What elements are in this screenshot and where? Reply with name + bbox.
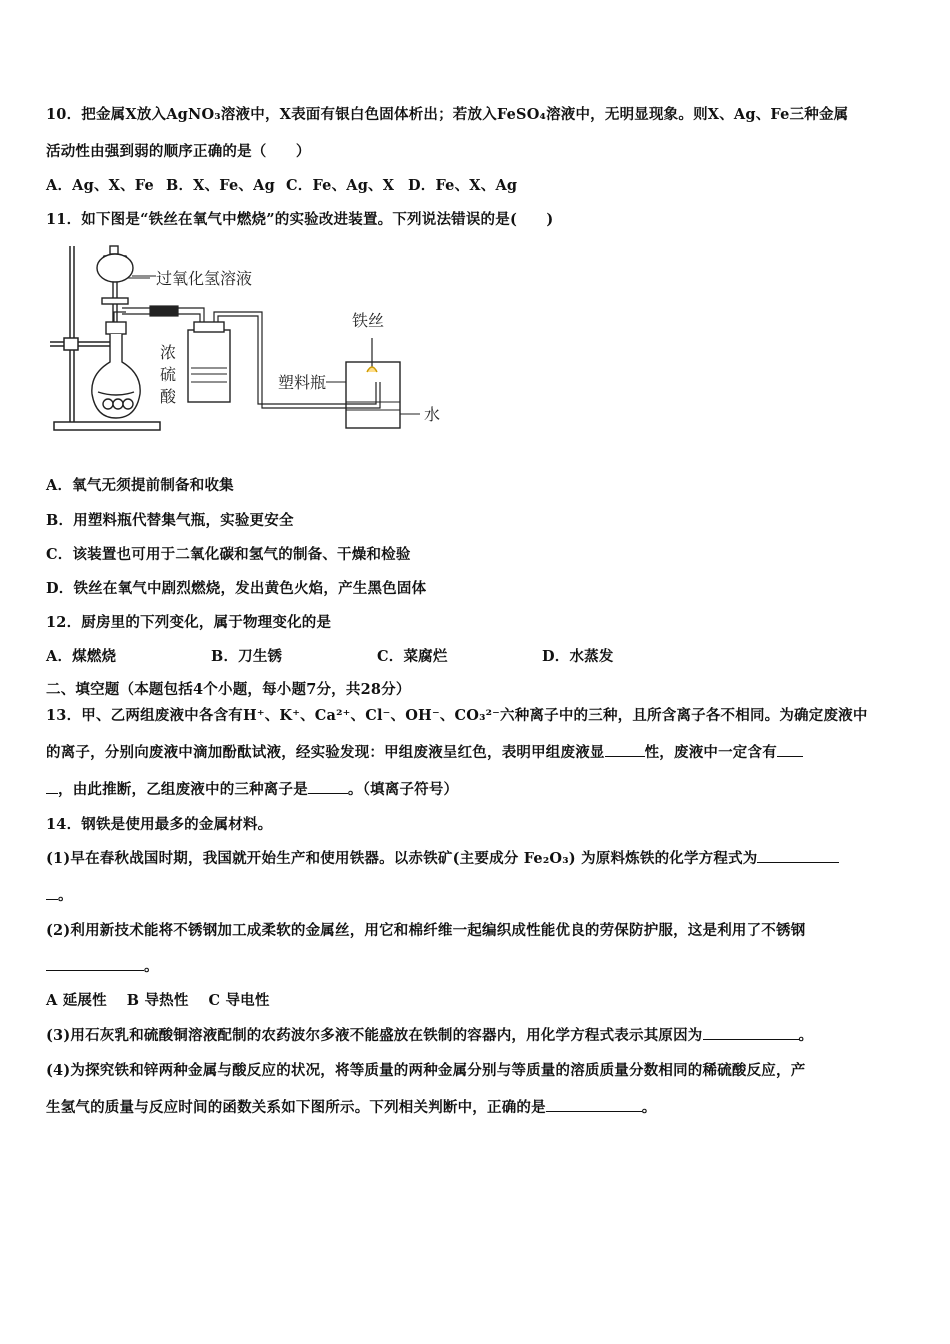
- q11-stem: 11．如下图是“铁丝在氧气中燃烧”的实验改进装置。下列说法错误的是( ): [46, 211, 554, 228]
- q13-line2-text-a: 的离子，分别向废液中滴加酚酞试液，经实验发现：甲组废液呈红色，表明甲组废液显: [46, 744, 605, 761]
- delivery-tubes: [114, 306, 380, 408]
- q14-part4-line2: [46, 1096, 657, 1117]
- q10-option-c: C．Fe、Ag、X: [286, 177, 395, 194]
- q14-part2-end: 。: [144, 958, 159, 975]
- q14-blank-4[interactable]: [546, 1096, 642, 1112]
- q13-blank-1[interactable]: [605, 741, 645, 757]
- round-flask: [92, 322, 140, 418]
- apparatus-figure: [46, 242, 446, 437]
- q14-part2: (2)利用新技术能将不锈钢加工成柔软的金属丝，用它和棉纤维一起编织成性能优良的劳保防护服，这是利用了不锈钢: [46, 922, 806, 939]
- q12-option-c: C．菜腐烂: [377, 648, 448, 665]
- beaker: [346, 338, 400, 428]
- q14-part1-end: 。: [58, 887, 73, 904]
- q13-line1: 13．甲、乙两组废液中各含有H⁺、K⁺、Ca²⁺、Cl⁻、OH⁻、CO₃²⁻六种离子中的三种，且所含离子各不相同。为确定废液中: [46, 707, 868, 724]
- label-acid-2: 硫: [160, 365, 177, 384]
- q11-option-b: B．用塑料瓶代替集气瓶，实验更安全: [46, 512, 294, 529]
- drying-bottle: [188, 322, 230, 402]
- q14-part4-text: 生氢气的质量与反应时间的函数关系如下图所示。下列相关判断中，正确的是: [46, 1099, 546, 1116]
- q14-blank-2[interactable]: [46, 955, 144, 971]
- label-h2o2: 过氧化氢溶液: [156, 269, 253, 288]
- q13-line3-text-a: ，由此推断，乙组废液中的三种离子是: [58, 781, 308, 798]
- label-acid-3: 酸: [160, 387, 177, 406]
- q14-blank-3[interactable]: [703, 1024, 799, 1040]
- q11-option-a: A．氧气无须提前制备和收集: [46, 477, 234, 494]
- separatory-funnel: [97, 246, 156, 322]
- q14-part2-cont: [46, 955, 159, 976]
- q10-option-a: A．Ag、X、Fe: [46, 177, 154, 194]
- q12-stem: 12．厨房里的下列变化，属于物理变化的是: [46, 614, 332, 631]
- q12-option-a: A．煤燃烧: [46, 648, 117, 665]
- q14-part1-text: (1)早在春秋战国时期，我国就开始生产和使用铁器。以赤铁矿(主要成分 Fe₂O₃) 为原料炼铁的化学方程式为: [46, 850, 758, 867]
- q13-line2: [46, 741, 803, 762]
- q13-line2-text-b: 性，废液中一定含有: [644, 744, 777, 761]
- q13-blank-2[interactable]: [777, 741, 803, 757]
- label-water: 水: [424, 405, 441, 424]
- q13-blank-3[interactable]: [308, 778, 348, 794]
- q13-blank-2-cont[interactable]: [46, 778, 58, 794]
- q14-part1-cont: [46, 884, 73, 905]
- q14-part4-line1: (4)为探究铁和锌两种金属与酸反应的状况，将等质量的两种金属分别与等质量的溶质质量分数相同的稀硫酸反应，产: [46, 1062, 806, 1079]
- q11-option-d: D．铁丝在氧气中剧烈燃烧，发出黄色火焰，产生黑色固体: [46, 580, 427, 597]
- q10-options: [46, 174, 517, 195]
- q14-part3: [46, 1024, 813, 1045]
- label-iron-wire: 铁丝: [352, 311, 385, 330]
- q14-part3-text: (3)用石灰乳和硫酸铜溶液配制的农药波尔多液不能盛放在铁制的容器内，用化学方程式表示其原因为: [46, 1027, 703, 1044]
- q10-option-b: B．X、Fe、Ag: [166, 177, 275, 194]
- q12-option-b: B．刀生锈: [211, 648, 283, 665]
- q12-options: [46, 645, 614, 666]
- section-2-heading: 二、填空题（本题包括4个小题，每小题7分，共28分）: [46, 681, 411, 698]
- q13-line3: [46, 778, 458, 799]
- q10-option-d: D．Fe、X、Ag: [408, 177, 518, 194]
- q14-part4-end: 。: [641, 1099, 657, 1116]
- q11-option-c: C．该装置也可用于二氧化碳和氢气的制备、干燥和检验: [46, 546, 411, 563]
- q14-stem: 14．钢铁是使用最多的金属材料。: [46, 816, 273, 833]
- q13-line3-text-b: 。（填离子符号）: [347, 781, 459, 798]
- q14-blank-1[interactable]: [757, 847, 839, 863]
- q10-line1: 10．把金属X放入AgNO₃溶液中，X表面有银白色固体析出；若放入FeSO₄溶液中，无明显现象。则X、Ag、Fe三种金属: [46, 106, 849, 123]
- q14-part3-end: 。: [798, 1027, 814, 1044]
- q14-blank-1-cont[interactable]: [46, 884, 58, 900]
- label-acid-1: 浓: [160, 343, 177, 362]
- q12-option-d: D．水蒸发: [542, 648, 614, 665]
- label-plastic-bottle: 塑料瓶: [278, 373, 327, 392]
- q14-part2-options: A 延展性 B 导热性 C 导电性: [46, 992, 270, 1009]
- q10-line2: 活动性由强到弱的顺序正确的是（ ）: [46, 143, 311, 160]
- q14-part1: [46, 847, 839, 868]
